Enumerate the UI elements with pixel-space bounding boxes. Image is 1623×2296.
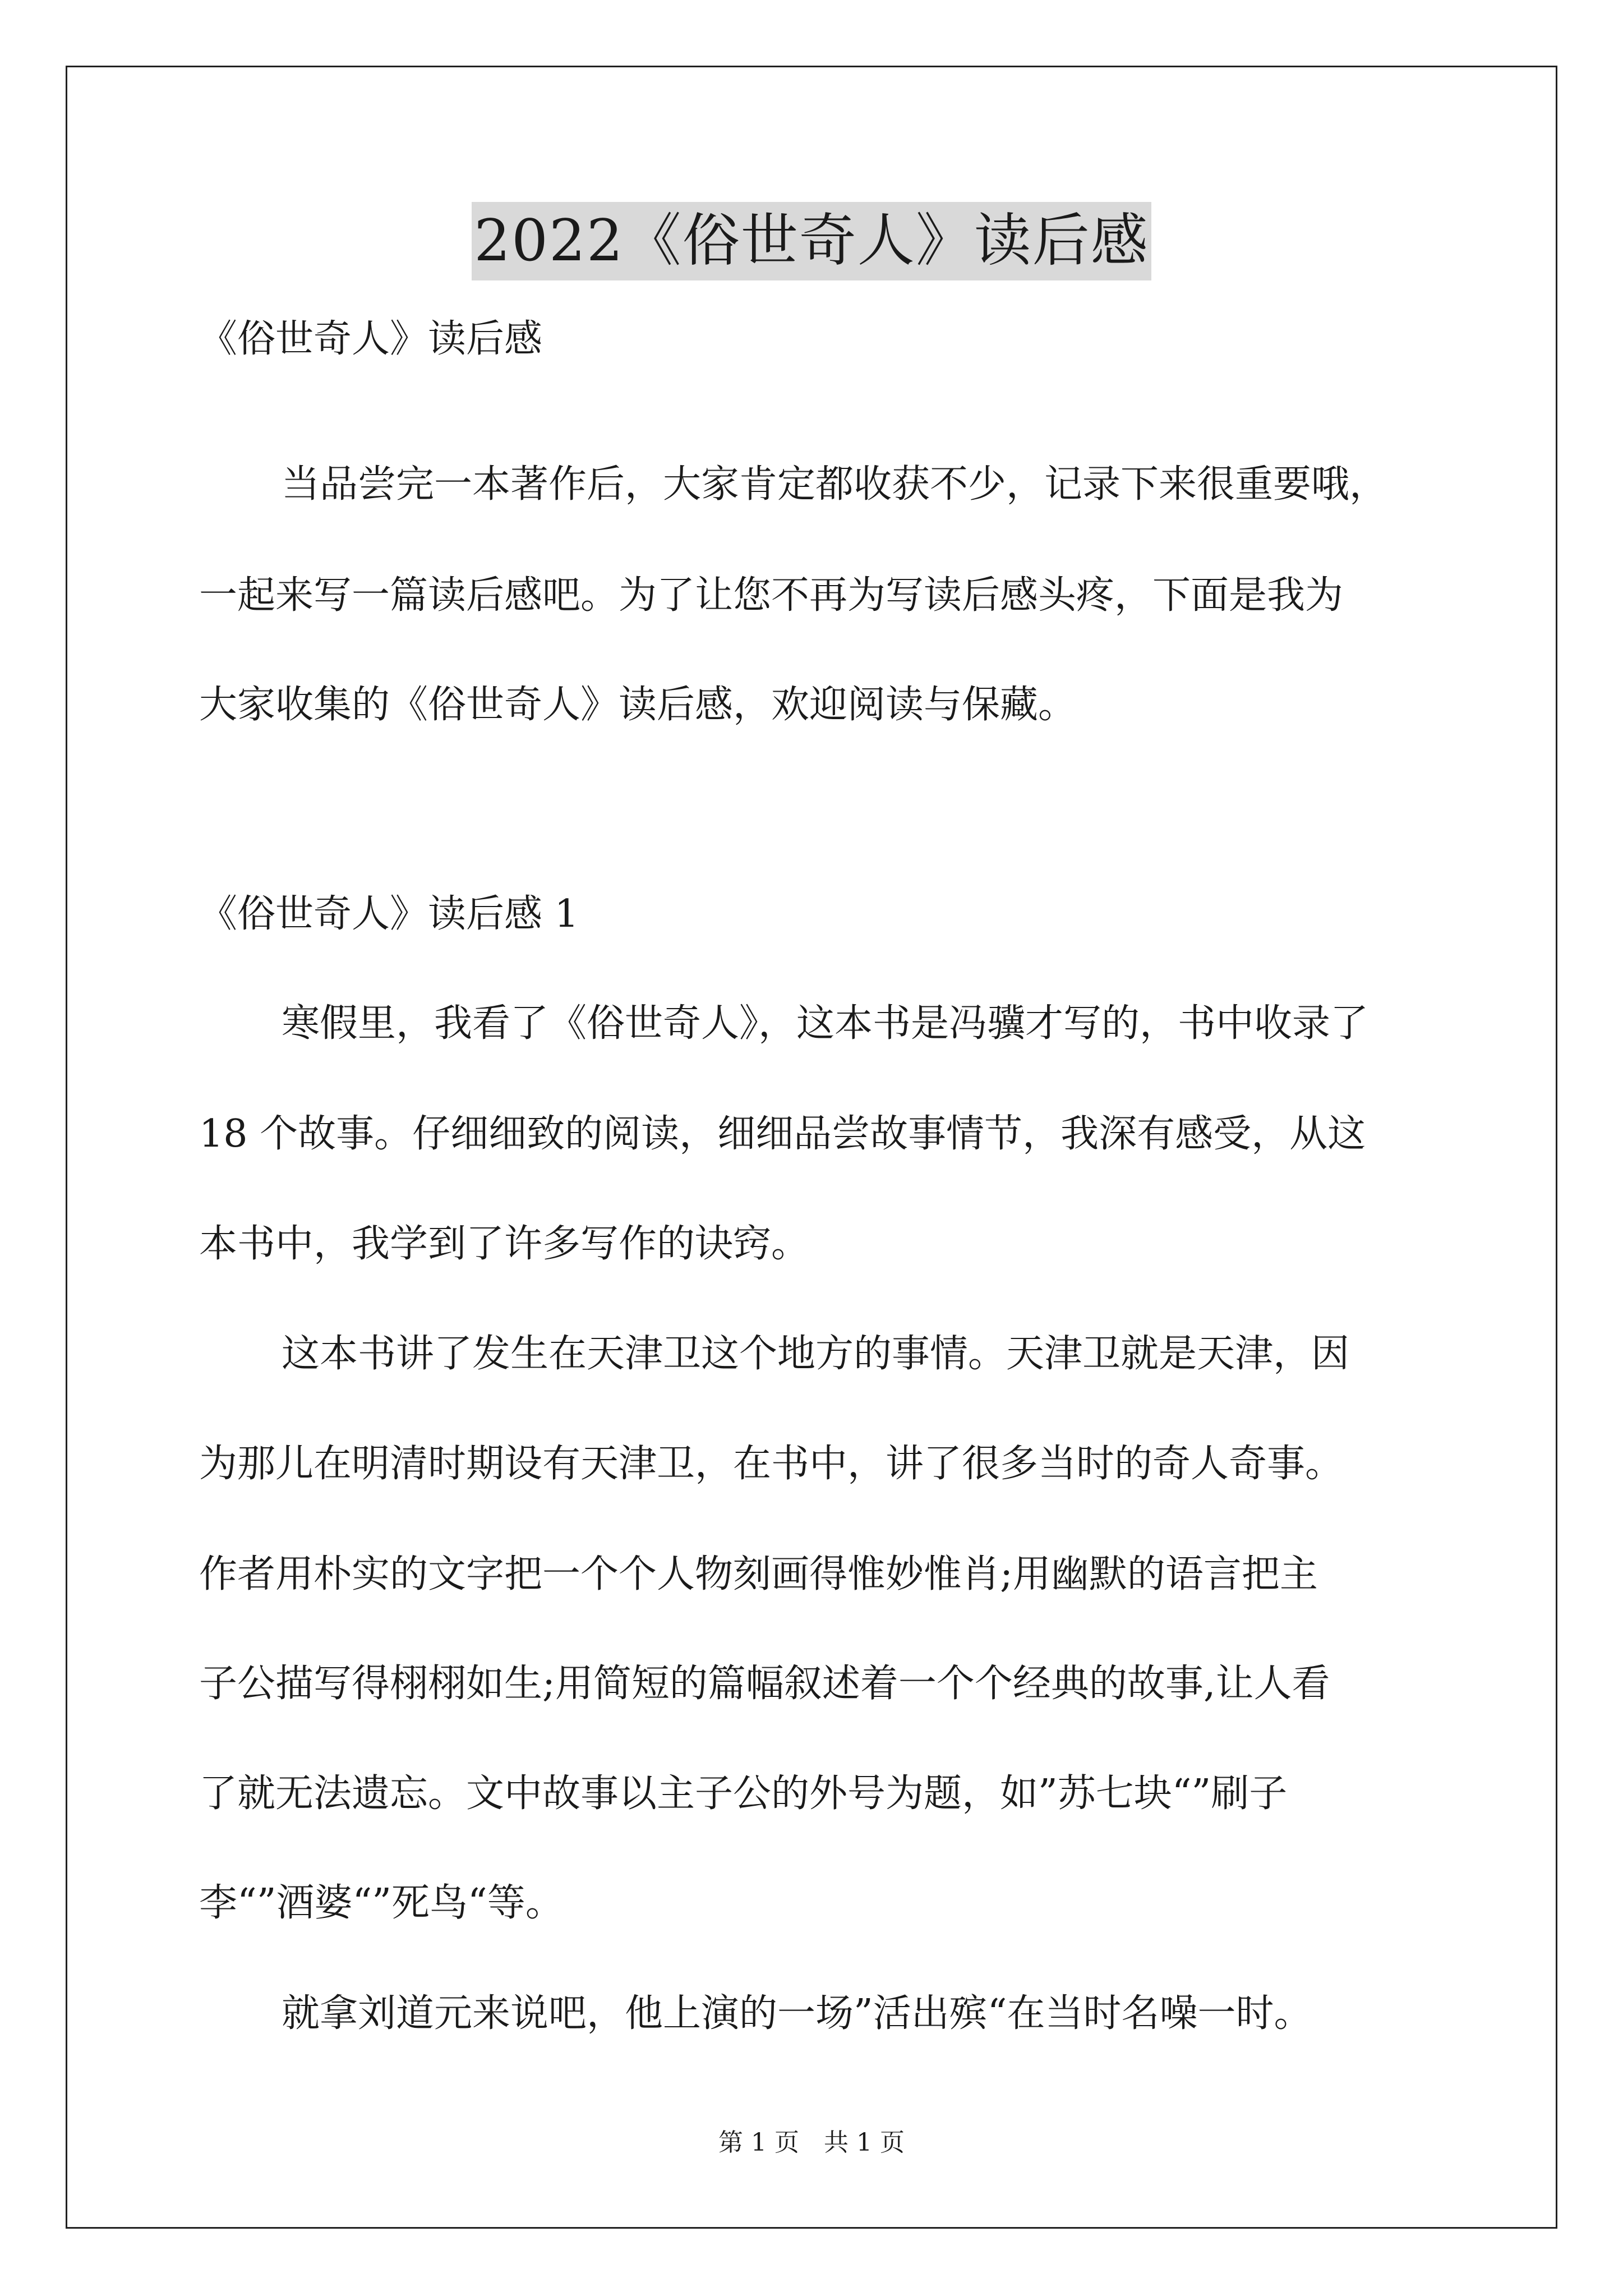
- paragraph-line: 当品尝完一本著作后，大家肯定都收获不少，记录下来很重要哦，: [282, 462, 1388, 507]
- document-title: 2022《俗世奇人》读后感: [472, 202, 1151, 280]
- paragraph-line: 作者用朴实的文字把一个个人物刻画得惟妙惟肖;用幽默的语言把主: [199, 1552, 1318, 1596]
- paragraph-line: 18 个故事。仔细细致的阅读，细细品尝故事情节，我深有感受，从这: [199, 1112, 1366, 1156]
- paragraph-line: 大家收集的《俗世奇人》读后感，欢迎阅读与保藏。: [199, 683, 1077, 727]
- paragraph-line: 寒假里，我看了《俗世奇人》，这本书是冯骥才写的，书中收录了: [282, 1001, 1369, 1046]
- paragraph-line: 子公描写得栩栩如生;用简短的篇幅叙述着一个个经典的故事,让人看: [199, 1662, 1330, 1706]
- paragraph-line: 本书中，我学到了许多写作的诀窍。: [199, 1222, 810, 1266]
- subtitle: 《俗世奇人》读后感: [199, 317, 543, 361]
- paragraph-line: 了就无法遗忘。文中故事以主子公的外号为题，如”苏七块“”刷子: [199, 1772, 1288, 1816]
- paragraph-line: 就拿刘道元来说吧，他上演的一场”活出殡“在当时名噪一时。: [282, 1991, 1312, 2036]
- paragraph-line: 为那儿在明清时期设有天津卫，在书中，讲了很多当时的奇人奇事。: [199, 1442, 1344, 1486]
- paragraph-line: 一起来写一篇读后感吧。为了让您不再为写读后感头疼，下面是我为: [199, 573, 1344, 618]
- paragraph-line: 李“”酒婆“”死鸟“等。: [199, 1881, 564, 1925]
- page-footer: 第 1 页 共 1 页: [718, 2128, 905, 2157]
- title-container: [0, 202, 1623, 280]
- paragraph-line: 这本书讲了发生在天津卫这个地方的事情。天津卫就是天津，因: [282, 1332, 1350, 1376]
- section-heading: 《俗世奇人》读后感 1: [199, 892, 579, 936]
